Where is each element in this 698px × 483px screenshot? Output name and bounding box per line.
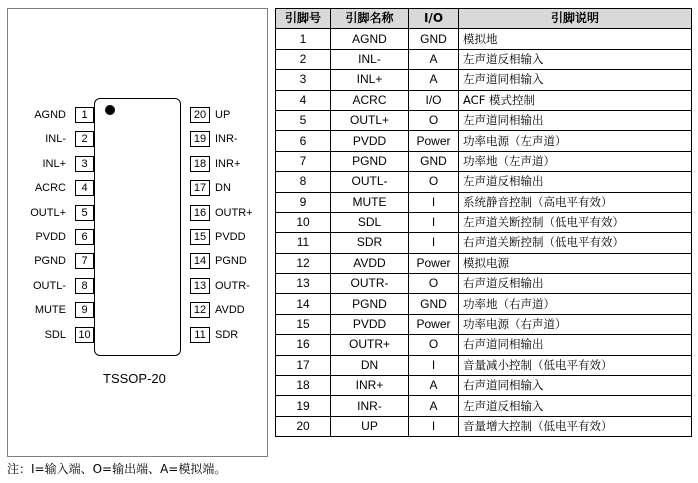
table-row <box>276 110 692 130</box>
cell-pin-name: OUTL- <box>331 172 409 192</box>
cell-pin-name: OUTR+ <box>331 335 409 355</box>
cell-pin-number: 17 <box>276 355 331 375</box>
pin-number-box: 20 <box>190 107 210 123</box>
package-name: TSSOP-20 <box>103 371 166 386</box>
pin-number-box: 7 <box>75 253 94 269</box>
cell-pin-name: INR- <box>331 396 409 416</box>
cell-io: O <box>409 172 459 192</box>
cell-pin-description: 右声道同相输出 <box>459 335 692 355</box>
cell-pin-description: 功率地（左声道） <box>459 151 692 171</box>
cell-pin-number: 9 <box>276 192 331 212</box>
cell-io: A <box>409 376 459 396</box>
cell-io: GND <box>409 29 459 49</box>
pin-number-box: 17 <box>190 180 210 196</box>
pin-number-box: 4 <box>75 180 94 196</box>
cell-pin-number: 15 <box>276 314 331 334</box>
pin-name-label: OUTL+ <box>30 206 66 219</box>
cell-pin-name: PVDD <box>331 314 409 334</box>
footnote: 注：I=输入端、O=输出端、A=模拟端。 <box>7 462 227 476</box>
header-io: I/O <box>409 9 459 29</box>
table-row <box>276 70 692 90</box>
cell-pin-name: DN <box>331 355 409 375</box>
table-row <box>276 294 692 314</box>
cell-io: GND <box>409 151 459 171</box>
cell-pin-name: SDL <box>331 212 409 232</box>
cell-pin-number: 3 <box>276 70 331 90</box>
cell-pin-description: 音量增大控制（低电平有效） <box>459 416 692 436</box>
table-row <box>276 355 692 375</box>
cell-pin-description: 右声道反相输出 <box>459 274 692 294</box>
table-row <box>276 335 692 355</box>
pin-name-label: INR+ <box>215 157 241 170</box>
cell-pin-name: PGND <box>331 294 409 314</box>
pin-name-label: OUTR- <box>215 279 250 292</box>
pin-name-label: MUTE <box>34 304 66 317</box>
cell-pin-description: 系统静音控制（高电平有效） <box>459 192 692 212</box>
pin-name-label: INL+ <box>42 157 66 170</box>
cell-pin-description: 功率电源（右声道） <box>459 314 692 334</box>
header-pin-description: 引脚说明 <box>459 9 692 29</box>
cell-pin-description: 左声道关断控制（低电平有效） <box>459 212 692 232</box>
cell-pin-number: 16 <box>276 335 331 355</box>
cell-pin-number: 18 <box>276 376 331 396</box>
pin-number-box: 14 <box>190 253 210 269</box>
cell-pin-description: 左声道同相输入 <box>459 70 692 90</box>
table-row <box>276 314 692 334</box>
cell-io: I <box>409 355 459 375</box>
cell-io: O <box>409 274 459 294</box>
pin-name-label: OUTL- <box>33 279 66 292</box>
pin-name-label: SDR <box>215 328 239 341</box>
pin-name-label: UP <box>215 109 231 121</box>
cell-pin-number: 7 <box>276 151 331 171</box>
cell-pin-description: 左声道反相输入 <box>459 49 692 69</box>
pin-number-box: 1 <box>75 107 94 123</box>
pin-number-box: 9 <box>75 302 94 318</box>
cell-pin-description: 模拟地 <box>459 29 692 49</box>
cell-pin-name: ACRC <box>331 90 409 110</box>
pin-number-box: 16 <box>190 205 210 221</box>
cell-pin-number: 11 <box>276 233 331 253</box>
cell-pin-name: INL+ <box>331 70 409 90</box>
cell-pin-description: 右声道同相输入 <box>459 376 692 396</box>
cell-pin-name: SDR <box>331 233 409 253</box>
cell-io: Power <box>409 314 459 334</box>
cell-pin-name: UP <box>331 416 409 436</box>
cell-pin-number: 10 <box>276 212 331 232</box>
pin-name-label: INL- <box>45 133 66 146</box>
pin-number-box: 15 <box>190 229 210 245</box>
cell-io: O <box>409 335 459 355</box>
pin-name-label: INR- <box>215 133 238 146</box>
cell-io: A <box>409 49 459 69</box>
pin-name-label: PVDD <box>215 231 246 243</box>
pin-name-label: DN <box>215 182 231 195</box>
table-row <box>276 172 692 192</box>
table-row <box>276 131 692 151</box>
cell-pin-description: 功率电源（左声道） <box>459 131 692 151</box>
table-row <box>276 151 692 171</box>
cell-io: A <box>409 396 459 416</box>
cell-pin-name: INL- <box>331 49 409 69</box>
table-row <box>276 29 692 49</box>
cell-pin-name: AVDD <box>331 253 409 273</box>
cell-pin-number: 1 <box>276 29 331 49</box>
pin-description-table <box>275 8 692 437</box>
table-row <box>276 376 692 396</box>
pin1-indicator-dot <box>105 105 115 115</box>
cell-pin-name: AGND <box>331 29 409 49</box>
cell-pin-number: 20 <box>276 416 331 436</box>
pin-name-label: PVDD <box>35 231 66 243</box>
cell-pin-name: OUTL+ <box>331 110 409 130</box>
cell-io: I <box>409 416 459 436</box>
cell-io: GND <box>409 294 459 314</box>
table-row <box>276 192 692 212</box>
pin-name-label: PGND <box>215 255 247 268</box>
pin-number-box: 12 <box>190 302 210 318</box>
cell-io: I <box>409 192 459 212</box>
cell-pin-number: 5 <box>276 110 331 130</box>
pin-number-box: 13 <box>190 278 210 294</box>
table-row <box>276 212 692 232</box>
cell-pin-description: 右声道关断控制（低电平有效） <box>459 233 692 253</box>
cell-pin-number: 13 <box>276 274 331 294</box>
table-row <box>276 90 692 110</box>
chip-package-body <box>94 98 181 356</box>
pin-name-label: PGND <box>34 255 66 268</box>
cell-pin-number: 12 <box>276 253 331 273</box>
cell-pin-name: MUTE <box>331 192 409 212</box>
cell-pin-number: 6 <box>276 131 331 151</box>
cell-io: Power <box>409 253 459 273</box>
pin-number-box: 5 <box>75 205 94 221</box>
header-pin-name: 引脚名称 <box>331 9 409 29</box>
pin-number-box: 8 <box>75 278 94 294</box>
cell-io: I/O <box>409 90 459 110</box>
table-header-row <box>276 9 692 29</box>
cell-pin-description: 左声道同相输出 <box>459 110 692 130</box>
cell-pin-description: 模拟电源 <box>459 253 692 273</box>
table-body <box>276 29 692 437</box>
pin-number-box: 11 <box>190 327 210 343</box>
pin-number-box: 19 <box>190 131 210 147</box>
pin-number-box: 3 <box>75 156 94 172</box>
pin-name-label: AGND <box>34 109 66 121</box>
cell-pin-number: 4 <box>276 90 331 110</box>
cell-pin-name: INR+ <box>331 376 409 396</box>
pin-number-box: 10 <box>75 327 94 343</box>
cell-pin-name: PGND <box>331 151 409 171</box>
cell-pin-description: 左声道反相输出 <box>459 172 692 192</box>
pin-number-box: 18 <box>190 156 210 172</box>
cell-pin-number: 2 <box>276 49 331 69</box>
pin-number-box: 6 <box>75 229 94 245</box>
cell-io: O <box>409 110 459 130</box>
cell-pin-name: OUTR- <box>331 274 409 294</box>
cell-pin-description: 音量减小控制（低电平有效） <box>459 355 692 375</box>
cell-pin-number: 14 <box>276 294 331 314</box>
table-row <box>276 416 692 436</box>
table-row <box>276 253 692 273</box>
pin-name-label: AVDD <box>215 304 245 317</box>
header-pin-number: 引脚号 <box>276 9 331 29</box>
cell-io: A <box>409 70 459 90</box>
cell-pin-description: 左声道反相输入 <box>459 396 692 416</box>
cell-io: Power <box>409 131 459 151</box>
cell-pin-name: PVDD <box>331 131 409 151</box>
cell-pin-number: 8 <box>276 172 331 192</box>
table-row <box>276 233 692 253</box>
table-row <box>276 396 692 416</box>
table-row <box>276 49 692 69</box>
cell-pin-number: 19 <box>276 396 331 416</box>
pin-number-box: 2 <box>75 131 94 147</box>
cell-pin-description: 功率地（右声道） <box>459 294 692 314</box>
pin-name-label: ACRC <box>34 182 66 195</box>
pin-name-label: OUTR+ <box>215 206 253 219</box>
cell-io: I <box>409 233 459 253</box>
pin-name-label: SDL <box>44 328 66 341</box>
cell-io: I <box>409 212 459 232</box>
table-row <box>276 274 692 294</box>
cell-pin-description: ACF 模式控制 <box>459 90 692 110</box>
